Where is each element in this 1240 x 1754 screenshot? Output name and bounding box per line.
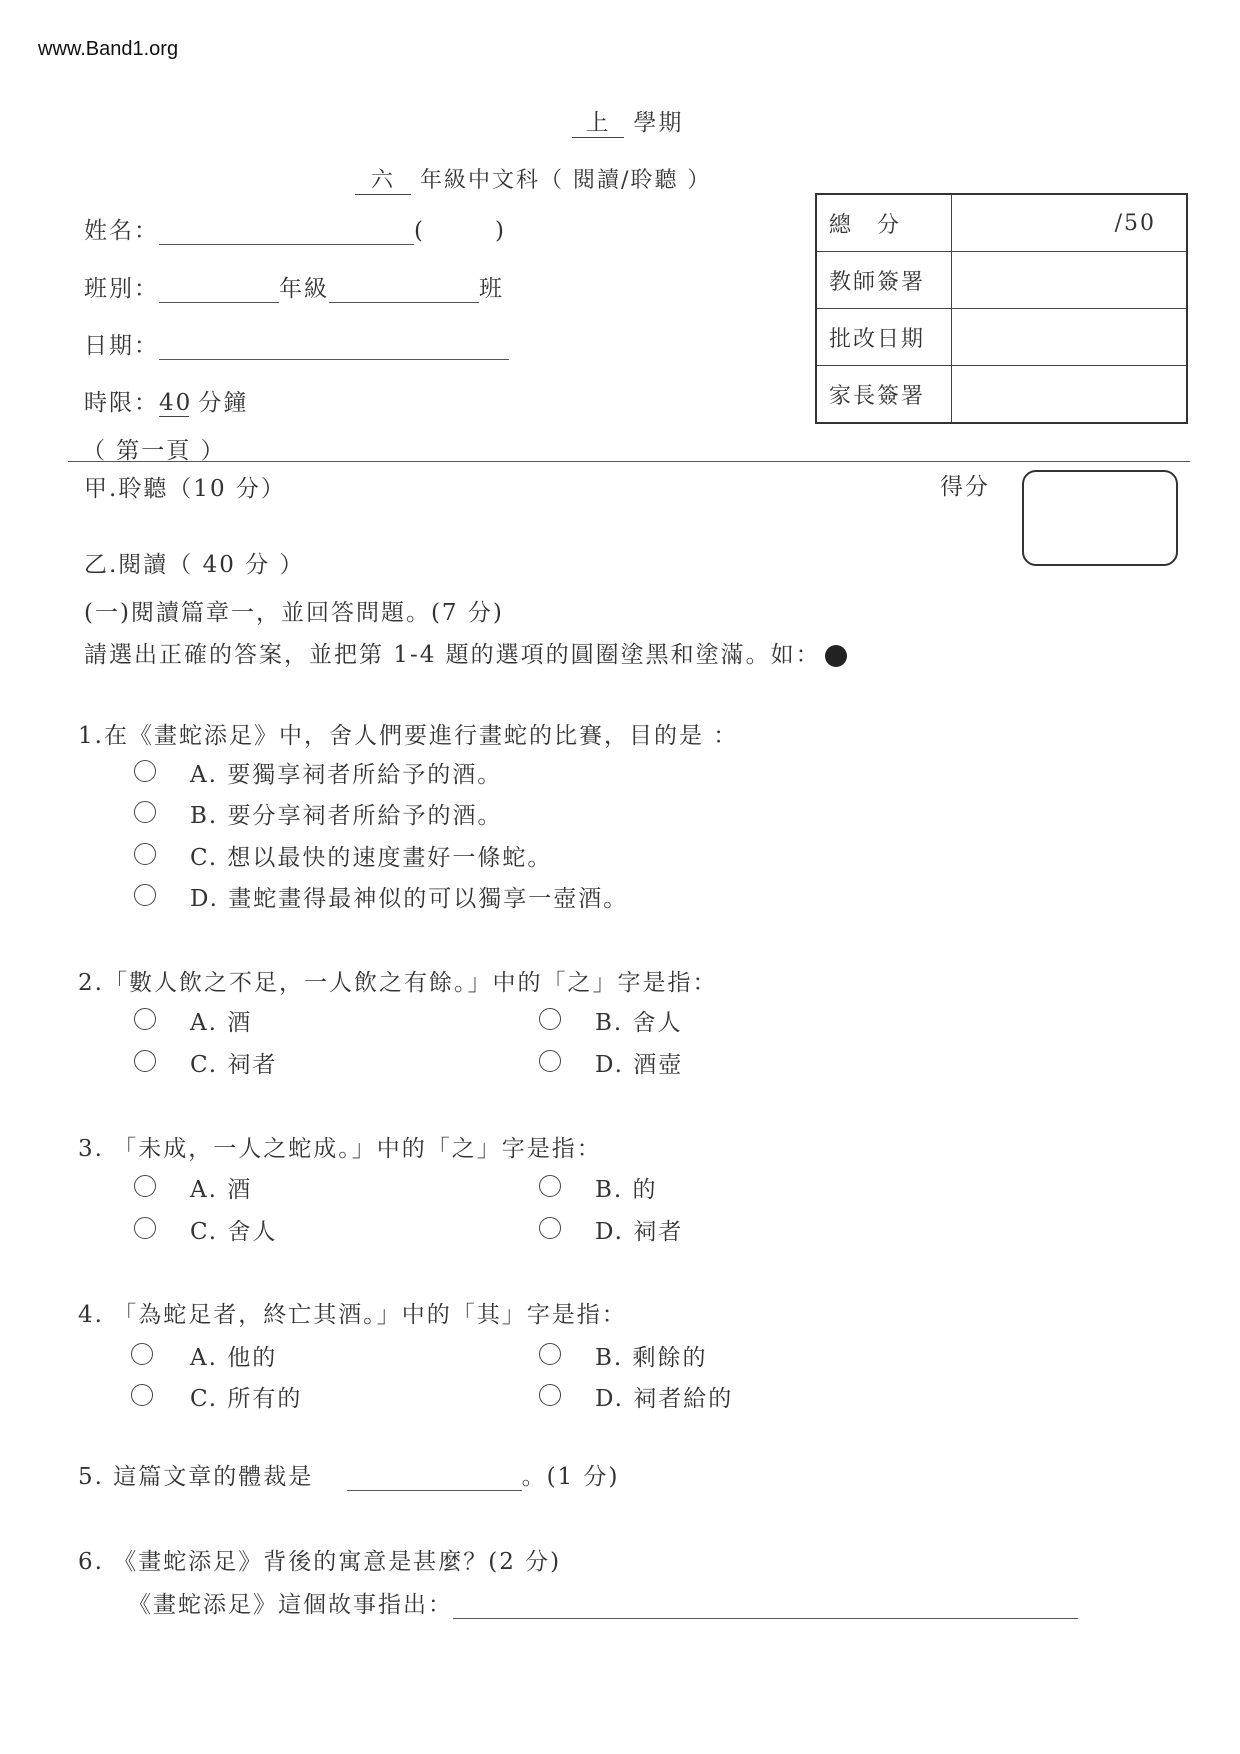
class-grade-label: 年級: [279, 276, 329, 302]
class-unit-label: 班: [479, 276, 504, 302]
q3-option-d-radio[interactable]: [539, 1217, 561, 1239]
term-line: [572, 104, 683, 138]
q2-option-a-radio[interactable]: [134, 1008, 156, 1030]
marking-date-label: 批改日期: [816, 309, 952, 366]
site-watermark: www.Band1.org: [38, 38, 179, 60]
q4-option-b: B. 剩餘的: [595, 1345, 708, 1371]
q1-option-d-radio[interactable]: [134, 884, 156, 906]
q5-answer-blank[interactable]: [347, 1466, 522, 1491]
q3-option-a-radio[interactable]: [134, 1175, 156, 1197]
listening-heading: 甲.聆聽（10 分）: [84, 476, 286, 502]
score-row-total: [816, 194, 1187, 252]
grade-blank[interactable]: [159, 278, 279, 303]
date-row: [84, 327, 509, 360]
q6-prompt: 《畫蛇添足》這個故事指出：: [128, 1592, 453, 1618]
name-blank[interactable]: [159, 220, 414, 245]
marking-date-cell[interactable]: [952, 309, 1188, 366]
q2-option-a: A. 酒: [190, 1010, 253, 1036]
q1-option-c: C. 想以最快的速度畫好一條蛇。: [190, 845, 553, 871]
q4-option-c: C. 所有的: [190, 1386, 303, 1412]
instruction-text: 請選出正確的答案，並把第 1-4 題的選項的圓圈塗黑和塗滿。如：: [84, 642, 821, 668]
q6-answer-row: [128, 1586, 1078, 1619]
q1-option-a-radio[interactable]: [134, 760, 156, 782]
score-table: [815, 193, 1188, 424]
date-blank[interactable]: [159, 335, 509, 360]
q2-stem: 2.「數人飲之不足，一人飲之有餘。」中的「之」字是指：: [78, 970, 718, 996]
grade-value: 六: [355, 163, 411, 195]
term-label: 學期: [633, 110, 684, 136]
q2-option-d: D. 酒壺: [595, 1052, 684, 1078]
page-label: （ 第一頁 ）: [82, 438, 226, 464]
score-row-marking-date: [816, 309, 1187, 366]
q2-option-c-radio[interactable]: [134, 1050, 156, 1072]
part1-heading: (一)閱讀篇章一，並回答問題。(7 分): [84, 600, 504, 626]
q3-option-c-radio[interactable]: [134, 1217, 156, 1239]
q1-option-b: B. 要分享祠者所給予的酒。: [190, 803, 503, 829]
q1-option-a: A. 要獨享祠者所給予的酒。: [190, 762, 503, 788]
q3-stem: 3. 「未成，一人之蛇成。」中的「之」字是指：: [78, 1136, 602, 1162]
q4-option-d: D. 祠者給的: [595, 1386, 734, 1412]
score-box[interactable]: [1022, 470, 1178, 566]
q2-option-b: B. 舍人: [595, 1010, 683, 1036]
q1-option-b-radio[interactable]: [134, 801, 156, 823]
teacher-signature-cell[interactable]: [952, 252, 1188, 309]
q2-option-c: C. 祠者: [190, 1052, 278, 1078]
q5-stem: 5. 這篇文章的體裁是: [78, 1464, 314, 1490]
name-paren-open: (: [414, 218, 425, 244]
reading-heading: 乙.閱讀（ 40 分 ）: [84, 552, 305, 578]
filled-circle-example-icon: [825, 645, 847, 667]
score-row-parent: [816, 366, 1187, 424]
name-row: [84, 212, 506, 245]
teacher-signature-label: 教師簽署: [816, 252, 952, 309]
q4-option-d-radio[interactable]: [539, 1384, 561, 1406]
time-value: 40: [159, 390, 193, 416]
grade-line: [355, 163, 711, 195]
name-paren-close: ): [494, 218, 506, 244]
divider: [68, 461, 1190, 462]
q3-option-a: A. 酒: [190, 1177, 253, 1203]
class-blank[interactable]: [329, 278, 479, 303]
q3-option-b-radio[interactable]: [539, 1175, 561, 1197]
q4-stem: 4. 「為蛇足者，終亡其酒。」中的「其」字是指：: [78, 1302, 627, 1328]
class-row: [84, 270, 504, 303]
score-row-teacher: [816, 252, 1187, 309]
q5-tail: 。(1 分): [521, 1464, 620, 1490]
parent-signature-cell[interactable]: [952, 366, 1188, 424]
q1-option-c-radio[interactable]: [134, 843, 156, 865]
q1-option-d: D. 畫蛇畫得最神似的可以獨享一壺酒。: [190, 886, 629, 912]
term-value: 上: [572, 104, 624, 138]
q4-option-b-radio[interactable]: [539, 1343, 561, 1365]
class-label: 班別：: [84, 276, 159, 302]
total-label: 總 分: [816, 194, 952, 252]
q2-option-d-radio[interactable]: [539, 1050, 561, 1072]
q4-option-c-radio[interactable]: [131, 1384, 153, 1406]
q4-option-a-radio[interactable]: [131, 1343, 153, 1365]
q3-option-c: C. 舍人: [190, 1219, 278, 1245]
q4-option-a: A. 他的: [190, 1345, 278, 1371]
time-row: [84, 384, 248, 417]
time-unit: 分鐘: [198, 390, 249, 416]
q5-row: [78, 1458, 619, 1491]
q6-stem: 6. 《畫蛇添足》背後的寓意是甚麼？(2 分): [78, 1549, 562, 1575]
q3-option-d: D. 祠者: [595, 1219, 684, 1245]
grade-label: 年級中文科（ 閱讀/聆聽 ）: [420, 168, 712, 193]
q2-option-b-radio[interactable]: [539, 1008, 561, 1030]
q3-option-b: B. 的: [595, 1177, 658, 1203]
date-label: 日期：: [84, 333, 159, 359]
name-label: 姓名：: [84, 218, 159, 244]
time-label: 時限：: [84, 390, 159, 416]
q1-stem: 1.在《畫蛇添足》中，舍人們要進行畫蛇的比賽，目的是 ：: [78, 723, 739, 749]
score-label: 得分: [940, 474, 990, 500]
instruction: [84, 636, 847, 669]
total-value: /50: [952, 194, 1188, 252]
parent-signature-label: 家長簽署: [816, 366, 952, 424]
q6-answer-blank[interactable]: [453, 1594, 1078, 1619]
